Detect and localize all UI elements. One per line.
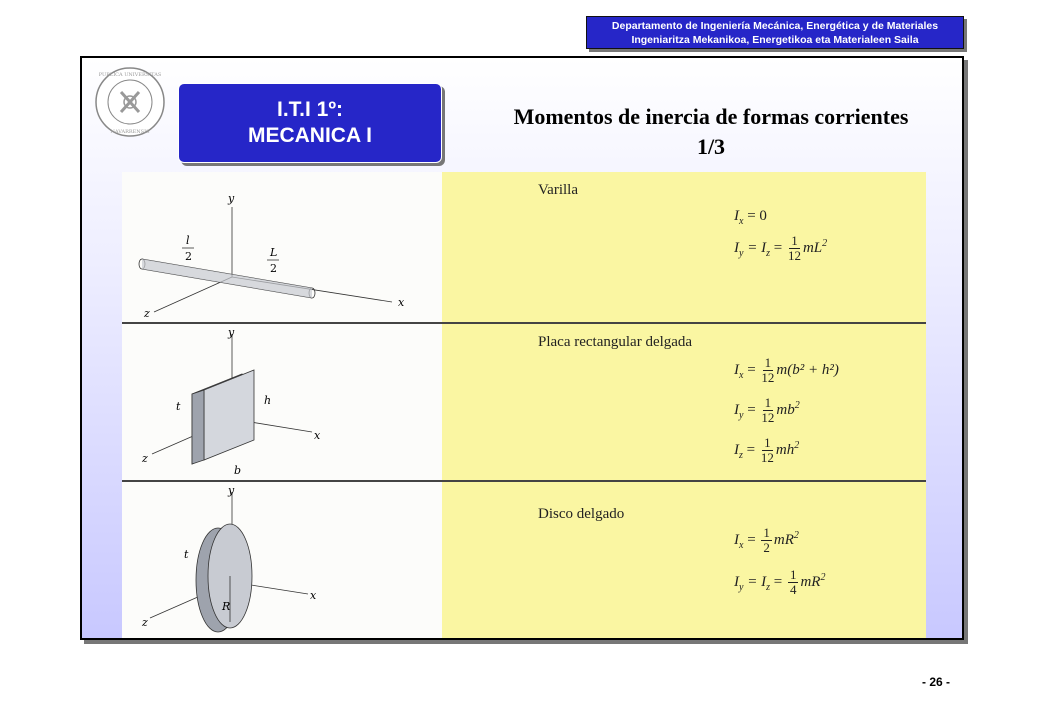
plate-equation-y: $I_y$ = $\frac{1}{12}$ $mb^2$: [734, 395, 800, 425]
disk-equation-yz: $I_y = I_z$ = $\frac{1}{4}$ $mR^2$: [734, 567, 826, 597]
z-axis-label: z: [142, 452, 148, 465]
x-axis-label: x: [314, 429, 321, 442]
half-length-left-num: l: [186, 234, 190, 247]
half-length-right-den: 2: [270, 262, 277, 275]
y-axis-label: y: [228, 192, 235, 205]
plate-figure: [122, 324, 442, 480]
y-axis-label: y: [228, 326, 235, 339]
slide-title-part: 1/3: [696, 134, 726, 159]
seal-text: PUBLICA UNIVERSITAS: [98, 72, 162, 78]
x-axis-label: x: [398, 296, 405, 309]
formulas-column: [442, 172, 926, 638]
page-number: - 26 -: [922, 675, 951, 689]
department-name-es: Departamento de Ingeniería Mecánica, Energética y de Materiales: [611, 19, 939, 32]
z-axis-label: z: [144, 307, 150, 320]
department-header: [586, 16, 964, 49]
section-title-plate: Placa rectangular delgada: [538, 334, 693, 350]
plate-equation-x: $I_x$ = $\frac{1}{12}$ m(b² + h²): [734, 355, 839, 385]
slide-title: [466, 102, 956, 162]
course-badge: [178, 83, 442, 163]
disk-equation-x: $I_x$ = $\frac{1}{2}$ $mR^2$: [734, 525, 799, 555]
height-label: h: [264, 394, 272, 407]
department-name-eu: Ingeniaritza Mekanikoa, Energetikoa eta Materialeen Saila: [631, 33, 919, 46]
width-label: b: [234, 464, 242, 477]
thickness-label: t: [176, 400, 181, 413]
course-level: I.T.I 1º:: [276, 98, 343, 121]
section-title-disk: Disco delgado: [538, 506, 625, 522]
x-axis-label: x: [310, 589, 317, 602]
radius-label: R: [222, 600, 231, 613]
thickness-label: t: [184, 548, 189, 561]
y-axis-label: y: [228, 484, 235, 497]
slide-title-text: Momentos de inercia de formas corrientes: [513, 104, 909, 129]
half-length-left-den: 2: [185, 250, 192, 263]
rod-figure: [122, 172, 442, 322]
disk-figure: [122, 482, 442, 638]
course-name: MECANICA I: [247, 124, 373, 147]
z-axis-label: z: [142, 616, 148, 629]
rod-equation-yz: $I_y = I_z$ = $\frac{1}{12}$ $mL^2$: [734, 233, 828, 263]
section-title-rod: Varilla: [538, 182, 578, 198]
university-seal-icon: [94, 66, 166, 138]
inertia-table: [122, 172, 926, 638]
slide-frame: [80, 56, 964, 640]
half-length-right-num: L: [270, 246, 278, 259]
svg-text:NAVARRENSIS: NAVARRENSIS: [110, 129, 150, 135]
rod-equation-x: $I_x = 0$: [734, 208, 767, 227]
plate-equation-z: $I_z$ = $\frac{1}{12}$ $mh^2$: [734, 435, 800, 465]
